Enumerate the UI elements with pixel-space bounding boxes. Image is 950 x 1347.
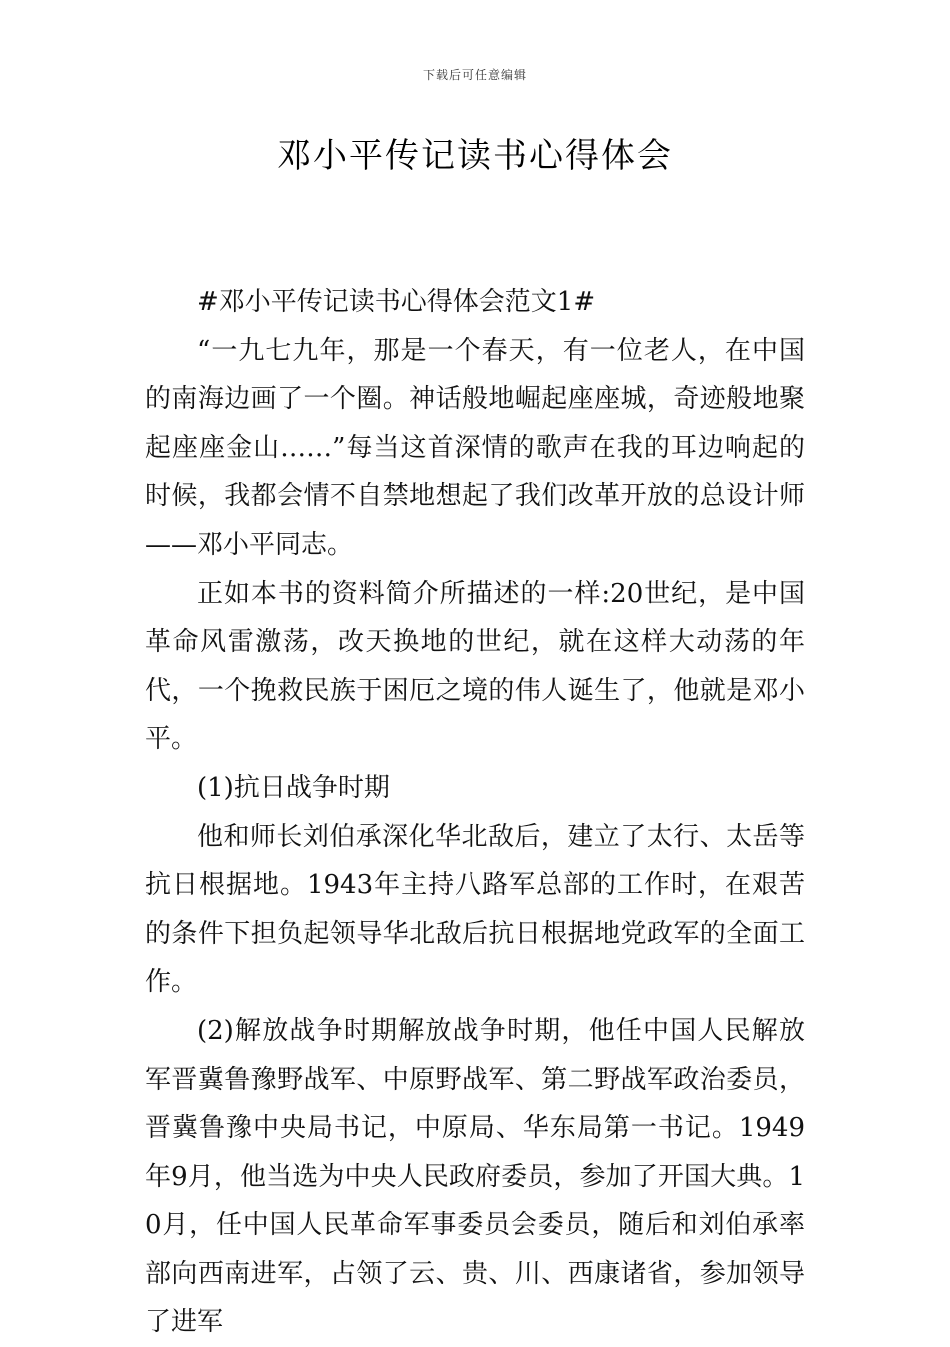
paragraph-intro: “一九七九年，那是一个春天，有一位老人，在中国的南海边画了一个圈。神话般地崛起座座城，奇迹般地聚起座座金山……”每当这首深情的歌声在我的耳边响起的时候，我都会情不自禁地想起了我们改革开放的总设计师——邓小平同志。 <box>145 335 805 560</box>
document-title: 邓小平传记读书心得体会 <box>277 136 673 176</box>
paragraph-section-heading: #邓小平传记读书心得体会范文1# <box>197 287 596 317</box>
paragraph-liberation-war: (2)解放战争时期解放战争时期，他任中国人民解放军晋冀鲁豫野战军、中原野战军、第二野战军政治委员，晋冀鲁豫中央局书记，中原局、华东局第一书记。1949年9月，他当选为中央人民政府委员，参加了开国大典。10月，任中国人民革命军事委员会委员，随后和刘伯承率部向西南进军，占领了云、贵、川、西康诸省，参加领导了进军 <box>145 1015 805 1338</box>
document-body <box>145 278 805 1347</box>
paragraph-subheading-anti-japanese-war: (1)抗日战争时期 <box>197 772 390 803</box>
paragraph-anti-japanese-war: 他和师长刘伯承深化华北敌后，建立了太行、太岳等抗日根据地。1943年主持八路军总部的工作时，在艰苦的条件下担负起领导华北敌后抗日根据地党政军的全面工作。 <box>145 821 805 998</box>
paragraph-book-summary: 正如本书的资料简介所描述的一样:20世纪，是中国革命风雷激荡，改天换地的世纪，就在这样大动荡的年代，一个挽救民族于困厄之境的伟人诞生了，他就是邓小平。 <box>145 578 805 755</box>
header-note: 下载后可任意编辑 <box>422 68 527 82</box>
